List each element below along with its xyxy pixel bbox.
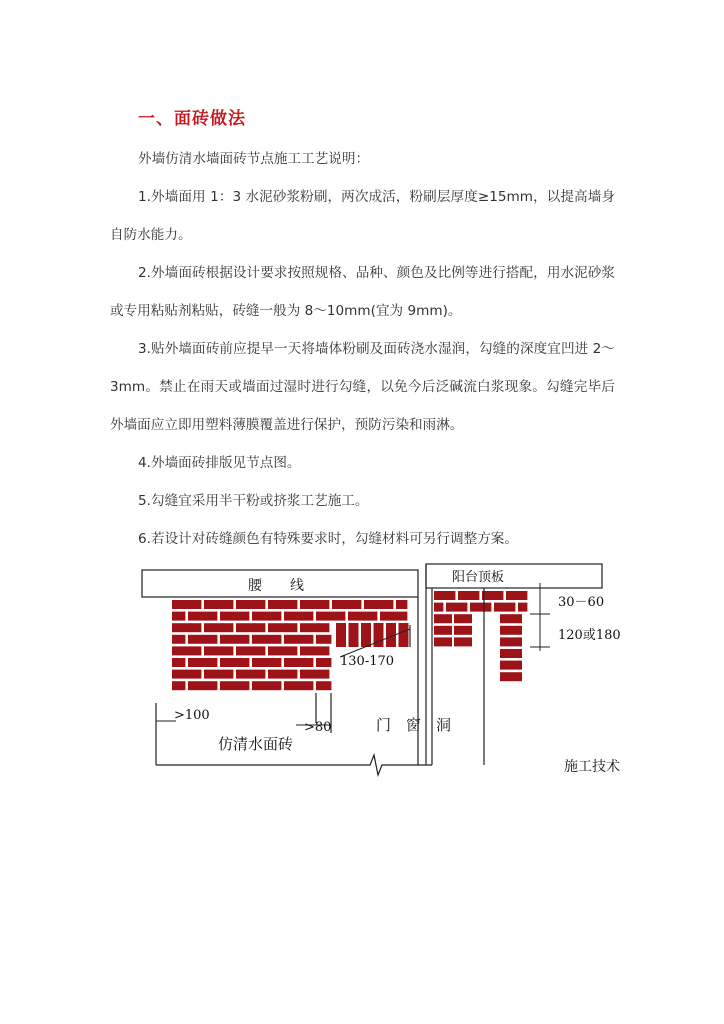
brick: [204, 600, 233, 609]
brick: [316, 658, 331, 667]
brick: [396, 600, 407, 609]
watermark-text: 施工技术: [564, 759, 620, 775]
brick: [284, 635, 313, 644]
brick: [172, 635, 185, 644]
section-heading: 一、面砖做法: [138, 109, 246, 129]
dimension-30-60: 30－60: [558, 595, 605, 610]
brick: [506, 591, 527, 600]
paragraph-item-6: 6.若设计对砖缝颜色有特殊要求时，勾缝材料可另行调整方案。: [138, 531, 518, 547]
brick: [268, 623, 297, 632]
brick: [188, 658, 217, 667]
brick: [220, 612, 249, 621]
brick: [348, 612, 377, 621]
brick: [188, 681, 217, 690]
brick: [494, 603, 515, 612]
brick: [500, 614, 522, 623]
paragraph-intro: 外墙仿清水墙面砖节点施工工艺说明：: [138, 151, 370, 167]
brick: [172, 658, 185, 667]
dimension-gt-80: >80: [304, 720, 332, 735]
brick: [204, 623, 233, 632]
brick: [188, 635, 217, 644]
brick: [172, 612, 185, 621]
brick: [172, 646, 201, 655]
door-window-opening-label: 门 窗 洞: [376, 716, 452, 734]
brick: [268, 670, 297, 679]
brick: [236, 646, 265, 655]
brick: [482, 591, 503, 600]
brick: [252, 658, 281, 667]
brick: [380, 612, 407, 621]
brick: [470, 603, 491, 612]
brick: [434, 626, 452, 635]
brick: [204, 670, 233, 679]
dimension-130-170: 130-170: [340, 654, 395, 669]
brick: [316, 681, 331, 690]
brick: [434, 614, 452, 623]
brick: [172, 670, 201, 679]
brick: [518, 603, 527, 612]
brick: [252, 635, 281, 644]
dimension-120-180: 120或180: [558, 628, 621, 643]
brick: [220, 635, 249, 644]
brick: [500, 672, 522, 681]
brick-wall-right: [434, 591, 527, 681]
brick: [454, 626, 472, 635]
paragraph-item-3: 3.贴外墙面砖前应提早一天将墙体粉刷及面砖浇水湿润，勾缝的深度宜凹进 2～3mm。禁止在雨天或墙面过湿时进行勾缝，以免今后泛碱流白浆现象。勾缝完毕后外墙面应立即用塑料薄膜覆盖进行保护，预防污染和雨淋。: [110, 341, 615, 433]
brick: [500, 637, 522, 646]
waist-line-label: 腰 线: [248, 578, 304, 594]
brick: [434, 591, 455, 600]
paragraph-item-5: 5.勾缝宜采用半干粉或挤浆工艺施工。: [138, 493, 369, 509]
brick: [252, 681, 281, 690]
brick: [188, 612, 217, 621]
brick: [236, 600, 265, 609]
brick: [300, 600, 329, 609]
brick: [361, 623, 371, 647]
paragraph-item-4: 4.外墙面砖排版见节点图。: [138, 455, 301, 471]
facing-brick-label: 仿清水面砖: [218, 735, 294, 753]
brick: [236, 623, 265, 632]
brick: [446, 603, 467, 612]
brick: [434, 637, 452, 646]
brick: [252, 612, 281, 621]
dimension-gt-100: >100: [174, 708, 210, 723]
balcony-slab-label: 阳台顶板: [452, 570, 505, 585]
brick: [332, 600, 361, 609]
brick: [500, 649, 522, 658]
brick: [434, 603, 443, 612]
brick: [454, 637, 472, 646]
brick: [172, 681, 185, 690]
brick-layout-diagram: [138, 553, 640, 788]
brick: [284, 612, 313, 621]
paragraph-item-2: 2.外墙面砖根据设计要求按照规格、品种、颜色及比例等进行搭配，用水泥砂浆或专用粘贴剂粘贴，砖缝一般为 8～10mm(宜为 9mm)。: [110, 265, 615, 319]
brick: [204, 646, 233, 655]
brick: [364, 600, 393, 609]
brick: [284, 658, 313, 667]
brick: [172, 600, 201, 609]
brick: [349, 623, 359, 647]
brick: [500, 626, 522, 635]
brick: [454, 614, 472, 623]
brick: [300, 646, 329, 655]
brick: [172, 623, 201, 632]
brick: [236, 670, 265, 679]
brick: [220, 681, 249, 690]
paragraph-item-1: 1.外墙面用 1：3 水泥砂浆粉刷，两次成活，粉刷层厚度≥15mm，以提高墙身自防水能力。: [110, 189, 615, 243]
brick: [220, 658, 249, 667]
brick: [458, 591, 479, 600]
brick: [316, 635, 331, 644]
brick: [316, 612, 345, 621]
brick-wall-left: [172, 600, 409, 690]
brick: [268, 646, 297, 655]
brick: [500, 661, 522, 670]
brick: [284, 681, 313, 690]
brick: [268, 600, 297, 609]
brick: [336, 623, 346, 647]
brick: [300, 670, 329, 679]
brick: [300, 623, 329, 632]
brick: [399, 623, 409, 647]
